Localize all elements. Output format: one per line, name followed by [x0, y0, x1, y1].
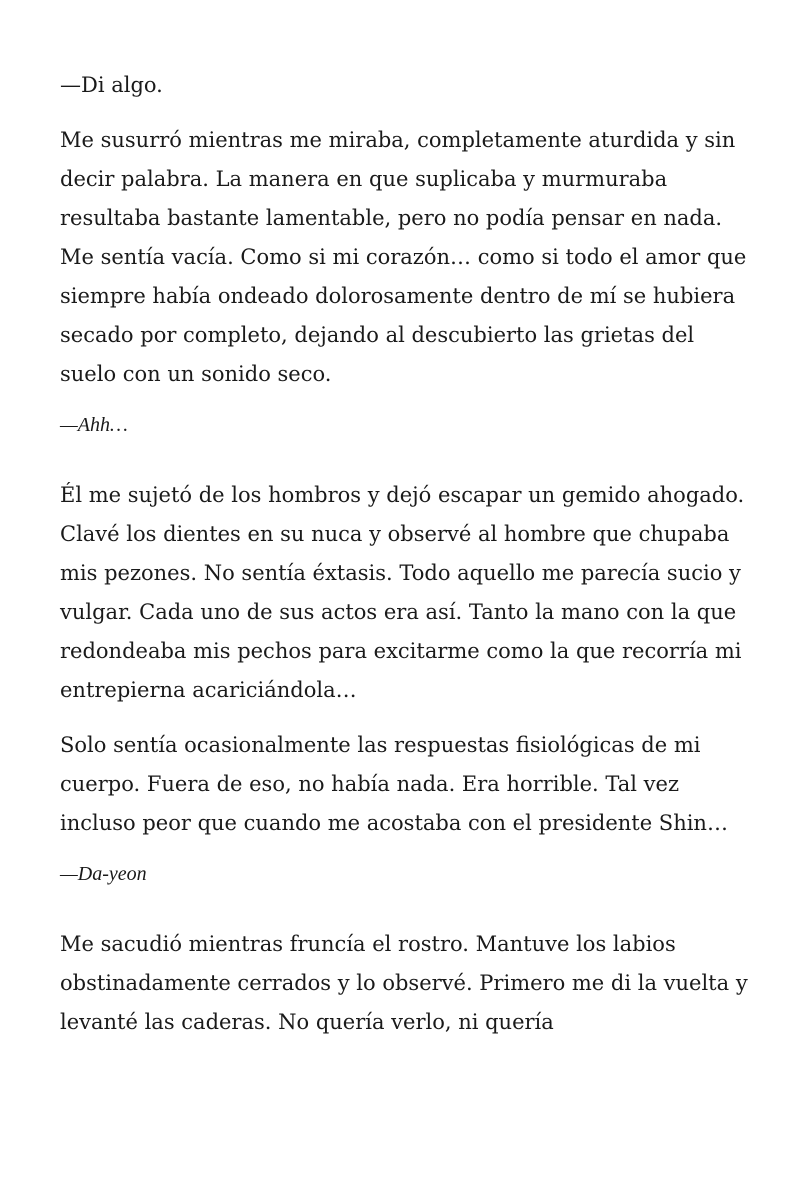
dialogue-line: —Di algo.	[60, 73, 163, 97]
body-paragraph: Solo sentía ocasionalmente las respuestas fisiológicas de mi cuerpo. Fuera de eso, no había nada. Era horrible. Tal vez incluso peor que cuando me acostaba con el presidente Shin…	[60, 733, 728, 835]
body-paragraph: Me sacudió mientras fruncía el rostro. Mantuve los labios obstinadamente cerrados y lo observé. Primero me di la vuelta y levanté las caderas. No quería verlo, ni quería	[60, 932, 748, 1034]
dialogue-line-italic: —Ahh…	[60, 414, 128, 436]
body-paragraph: Él me sujetó de los hombros y dejó escapar un gemido ahogado. Clavé los dientes en su nuca y observé al hombre que chupaba mis pezones. No sentía éxtasis. Todo aquello me parecía sucio y vulgar. Cada uno de sus actos era así. Tanto la mano con la que redondeaba mis pechos para excitarme como la que recorría mi entrepierna acariciándola…	[60, 483, 745, 702]
document-page	[60, 66, 750, 1058]
dialogue-line-italic: —Da-yeon	[60, 863, 147, 885]
body-paragraph: Me susurró mientras me miraba, completamente aturdida y sin decir palabra. La manera en que suplicaba y murmuraba resultaba bastante lamentable, pero no podía pensar en nada. Me sentía vacía. Como si mi corazón… como si todo el amor que siempre había ondeado dolorosamente dentro de mí se hubiera secado por completo, dejando al descubierto las grietas del suelo con un sonido seco.	[60, 128, 747, 386]
